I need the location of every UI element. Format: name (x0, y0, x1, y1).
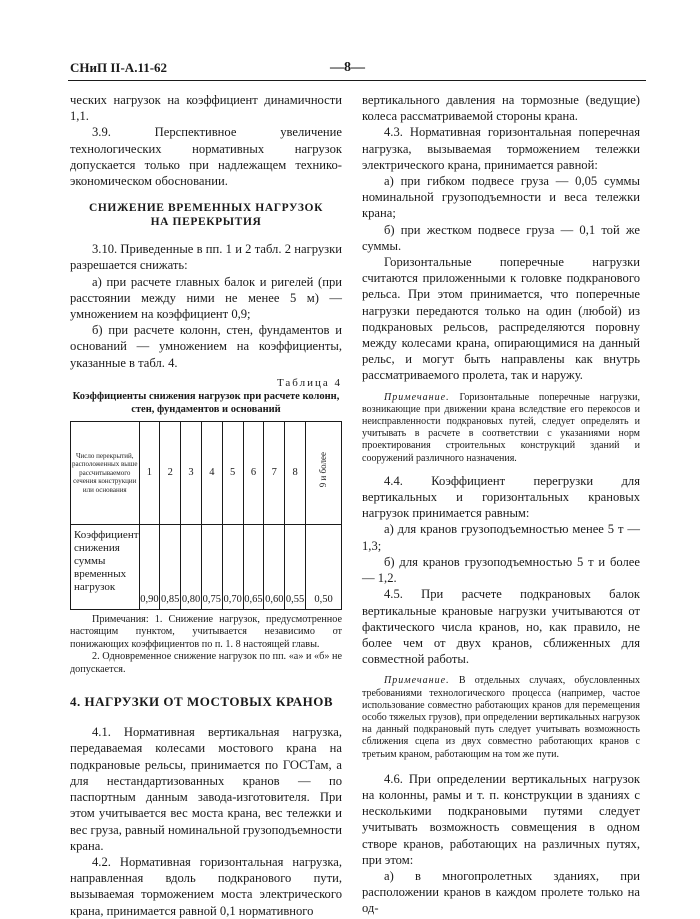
table-column-header: 6 (243, 422, 264, 525)
table-note: 2. Одновременное снижение нагрузок по пп. «а» и «б» не допускается. (70, 651, 342, 675)
table-row-header: Коэффициент снижения суммы временных нагрузок (71, 525, 140, 610)
table-cell: 0,55 (285, 525, 306, 610)
paragraph: 4.4. Коэффициент перегрузки для вертикальных и горизонтальных крановых нагрузок принимается равным: (362, 473, 640, 521)
left-column (70, 92, 342, 919)
note-text: В отдельных случаях, обусловленных требованиями технологического процесса (например, частое использование совместно работающих кранов для перемещения особо тяжелых грузов), при определении вертикальных нагрузок на данный подкрановый путь следует учитывать возможность сближения сцепа из двух совместно работающих кранов с третьим краном, работающим на том же пути. (362, 675, 641, 760)
section-title-line: НА ПЕРЕКРЫТИЯ (150, 216, 262, 229)
table-note: Примечания: 1. Снижение нагрузок, предусмотренное настоящим пунктом, учитывается независимо от понижающих коэффициентов по п. 1. 8 настоящей главы. (70, 614, 342, 650)
paragraph: 4.3. Нормативная горизонтальная поперечная нагрузка, вызываемая торможением тележки электрического крана, принимается равной: (362, 125, 640, 172)
table-cell: 0,60 (264, 525, 285, 610)
table-caption: Коэффициенты снижения нагрузок при расчете колонн, стен, фундаментов и оснований (72, 391, 340, 415)
paragraph: Горизонтальные поперечные нагрузки считаются приложенными к головке подкранового рельса. При этом принимается, что поперечные нагрузки передаются только на один (любой) из подкрановых рельсов, распределяются поровну между колесами крана, опирающимися на данный рельс, и могут быть направлены как внутрь рассматриваемого пролета, так и наружу. (362, 255, 640, 383)
paragraph: 3.9. Перспективное увеличение технологических нормативных нагрузок допускается только при надлежащем технико-экономическом обосновании. (70, 125, 342, 189)
reduction-table (70, 421, 342, 610)
note-label: Примечание. (384, 391, 450, 403)
table-cell: 0,50 (306, 525, 342, 610)
section-title (70, 201, 342, 229)
right-column (362, 92, 640, 917)
paragraph: б) для кранов грузоподъемностью 5 т и более — 1,2. (362, 554, 640, 586)
table-cell: 0,85 (160, 525, 181, 610)
paragraph: вертикального давления на тормозные (ведущие) колеса рассматриваемой стороны крана. (362, 93, 640, 124)
paragraph: а) при расчете главных балок и ригелей (при расстоянии между ними не менее 5 м) — умножением на коэффициент 0,9; (70, 274, 342, 322)
chapter-title: 4. НАГРУЗКИ ОТ МОСТОВЫХ КРАНОВ (70, 694, 334, 710)
running-header: СНиП II-А.11-62 (70, 60, 168, 75)
note-text: Горизонтальные поперечные нагрузки, возникающие при движении крана вследствие его перекосов и неисправленности подкрановых путей, следует определять и учитывать в расчете в соответствии с указаниями норм проектирования строительных конструкций зданий и сооружений различного назначения. (362, 391, 640, 464)
table-cell: 0,65 (243, 525, 264, 610)
table-column-header: 3 (181, 422, 202, 525)
table-cell: 0,75 (201, 525, 222, 610)
note-label: Примечание. (384, 675, 450, 687)
paragraph: б) при жестком подвесе груза — 0,1 той же суммы. (362, 222, 640, 253)
paragraph: а) при гибком подвесе груза — 0,05 суммы номинальной грузоподъемности и веса тележки крана; (362, 174, 640, 221)
table-row-header: Число перекрытий, расположенных выше рассчитываемого сечения конструкции или основания (71, 422, 140, 525)
page-number: —8— (330, 60, 365, 75)
paragraph: б) при расчете колонн, стен, фундаментов и оснований — умножением на коэффициенты, указанные в табл. 4. (70, 323, 342, 370)
note (362, 675, 640, 760)
table-column-header: 2 (160, 422, 181, 525)
table-cell: 0,80 (181, 525, 202, 610)
table-column-header: 4 (201, 422, 222, 525)
table-column-header (306, 422, 342, 525)
table-row (71, 422, 342, 525)
paragraph: ческих нагрузок на коэффициент динамичности 1,1. (70, 93, 342, 124)
paragraph: 4.1. Нормативная вертикальная нагрузка, передаваемая колесами мостового крана на подкрановые рельсы, принимается по ГОСТам, а для нестандартизованных кранов — по паспортным данным завода-изготовителя. При этом учитывается вес моста крана, вес тележки и вес груза, равный номинальной грузоподъемности крана. (70, 725, 342, 853)
paragraph: а) для кранов грузоподъемностью менее 5 т — 1,3; (362, 522, 640, 553)
table-column-header: 5 (222, 422, 243, 525)
vertical-header-text: 9 и более (318, 452, 329, 488)
table-cell: 0,90 (139, 525, 160, 610)
table-label: Таблица 4 (276, 376, 342, 389)
note (362, 392, 640, 465)
table-column-header: 7 (264, 422, 285, 525)
paragraph: 4.5. При расчете подкрановых балок вертикальные крановые нагрузки учитываются от фактического числа кранов, но, как правило, не более чем от двух кранов, сближенных для совместной работы. (362, 587, 640, 667)
section-title-line: СНИЖЕНИЕ ВРЕМЕННЫХ НАГРУЗОК (88, 202, 324, 215)
paragraph: 4.6. При определении вертикальных нагрузок на колонны, рамы и т. п. конструкции в зданиях с несколькими подкрановыми путями следует учитывать возможность совмещения в одном створе кранов, работающих на различных путях, при этом: (362, 771, 640, 867)
paragraph: 3.10. Приведенные в пп. 1 и 2 табл. 2 нагрузки разрешается снижать: (70, 242, 342, 273)
paragraph: 4.2. Нормативная горизонтальная нагрузка, направленная вдоль подкранового пути, вызываемая торможением моста электрического крана, принимается равной 0,1 нормативного (70, 854, 342, 918)
table-column-header: 1 (139, 422, 160, 525)
paragraph: а) в многопролетных зданиях, при расположении кранов в каждом пролете только на од- (362, 868, 640, 916)
table-row (71, 525, 342, 610)
header-rule (68, 80, 646, 81)
table-column-header: 8 (285, 422, 306, 525)
table-cell: 0,70 (222, 525, 243, 610)
